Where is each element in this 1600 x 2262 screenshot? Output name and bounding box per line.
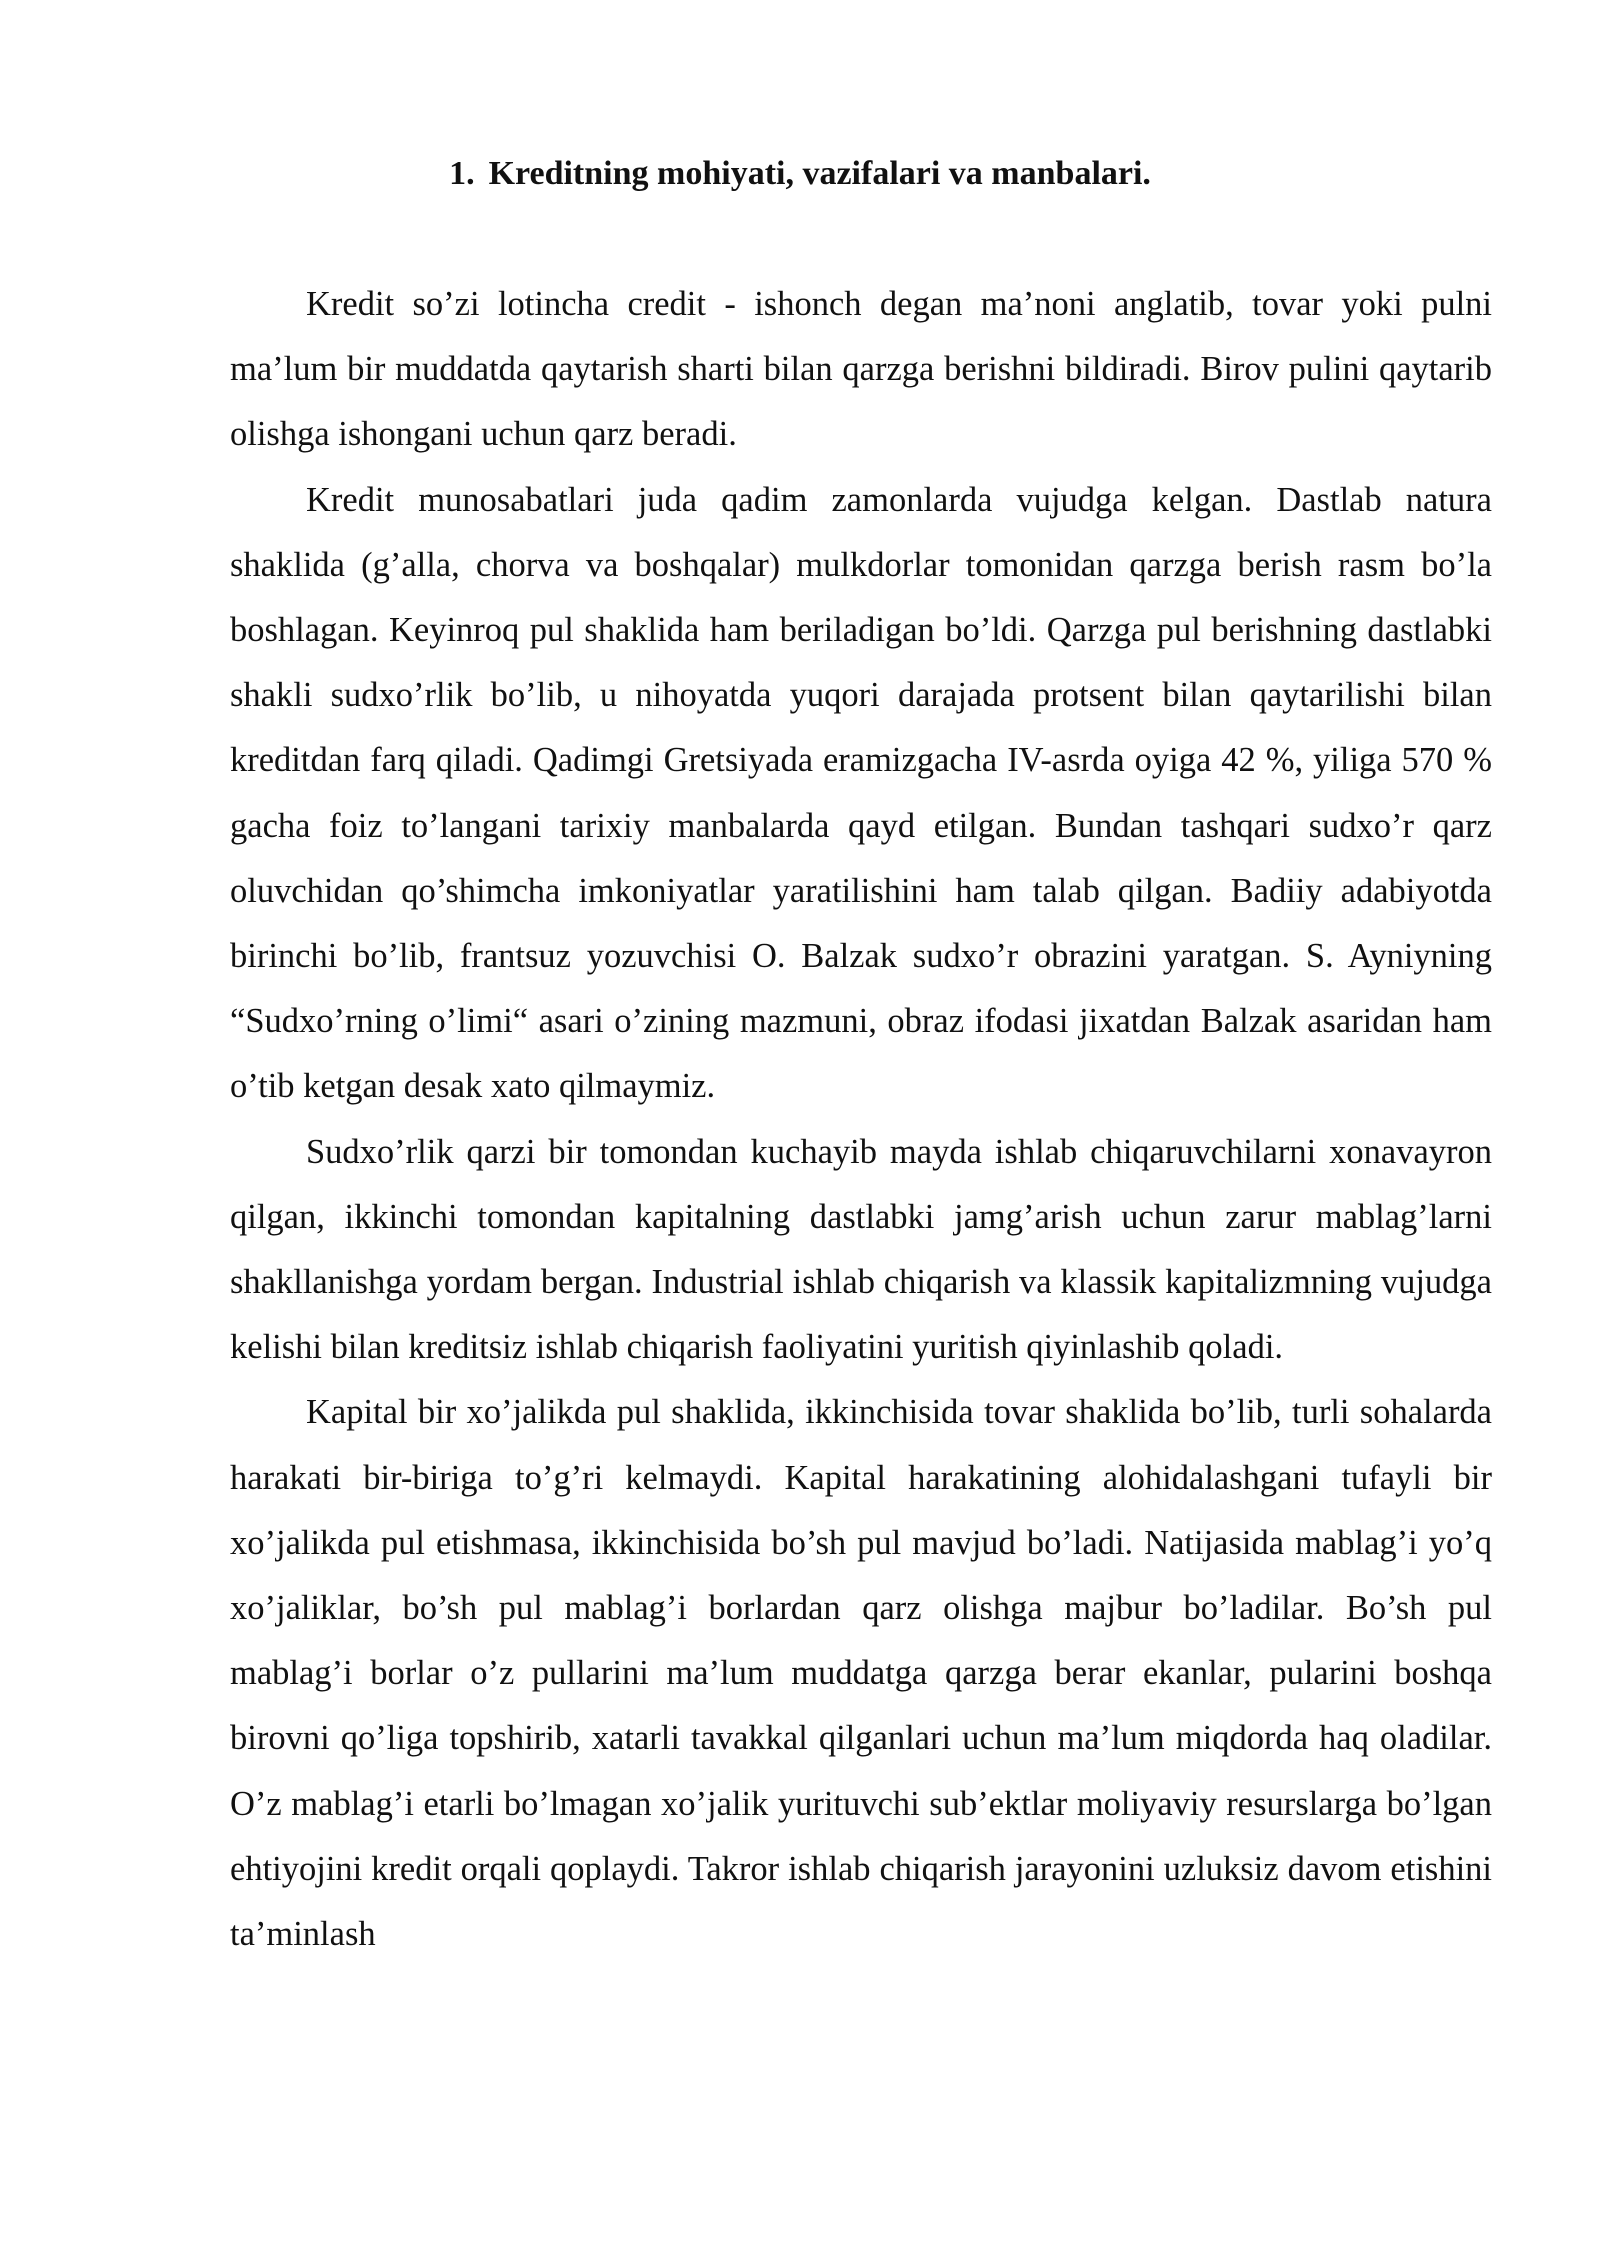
paragraph-4: Kapital bir xo’jalikda pul shaklida, ikkinchisida tovar shaklida bo’lib, turli sohalarda harakati bir-biriga to’g’ri kelmaydi. Kapital harakatining alohidalashgani tufayli bir xo’jalikda pul etishmasa, ikkinchisida bo’sh pul mavjud bo’ladi. Natijasida mablag’i yo’q xo’jaliklar, bo’sh pul mablag’i borlardan qarz olishga majbur bo’ladilar. Bo’sh pul mablag’i borlar o’z pullarini ma’lum muddatga qarzga berar ekanlar, pularini boshqa birovni qo’liga topshirib, xatarli tavakkal qilganlari uchun ma’lum miqdorda haq oladilar. O’z mablag’i etarli bo’lmagan xo’jalik yurituvchi sub’ektlar moliyaviy resurslarga bo’lgan ehtiyojini kredit orqali qoplaydi. Takror ishlab chiqarish jarayonini uzluksiz davom etishini ta’minlash — [230, 1393, 1492, 1954]
body-text — [230, 272, 1492, 1967]
paragraph-1: Kredit so’zi lotincha credit - ishonch degan ma’noni anglatib, tovar yoki pulni ma’lum bir muddatda qaytarish sharti bilan qarzga berishni bildiradi. Birov pulini qaytarib olishga ishongani uchun qarz beradi. — [230, 285, 1492, 454]
paragraph-2: Kredit munosabatlari juda qadim zamonlarda vujudga kelgan. Dastlab natura shaklida (g’alla, chorva va boshqalar) mulkdorlar tomonidan qarzga berish rasm bo’la boshlagan. Keyinroq pul shaklida ham beriladigan bo’ldi. Qarzga pul berishning dastlabki shakli sudxo’rlik bo’lib, u nihoyatda yuqori darajada protsent bilan qaytarilishi bilan kreditdan farq qiladi. Qadimgi Gretsiyada eramizgacha IV-asrda oyiga 42 %, yiliga 570 % gacha foiz to’langani tarixiy manbalarda qayd etilgan. Bundan tashqari sudxo’r qarz oluvchidan qo’shimcha imkoniyatlar yaratilishini ham talab qilgan. Badiiy adabiyotda birinchi bo’lib, frantsuz yozuvchisi O. Balzak sudxo’r obrazini yaratgan. S. Ayniyning “Sudxo’rning o’limi“ asari o’zining mazmuni, obraz ifodasi jixatdan Balzak asaridan ham o’tib ketgan desak xato qilmaymiz. — [230, 480, 1492, 1106]
section-number: 1. — [449, 155, 475, 192]
section-title: Kreditning mohiyati, vazifalari va manbalari. — [488, 155, 1151, 192]
section-heading — [0, 152, 1600, 196]
paragraph-3: Sudxo’rlik qarzi bir tomondan kuchayib mayda ishlab chiqaruvchilarni xonavayron qilgan, ikkinchi tomondan kapitalning dastlabki jamg’arish uchun zarur mablag’larni shakllanishga yordam bergan. Industrial ishlab chiqarish va klassik kapitalizmning vujudga kelishi bilan kreditsiz ishlab chiqarish faoliyatini yuritish qiyinlashib qoladi. — [230, 1132, 1492, 1367]
